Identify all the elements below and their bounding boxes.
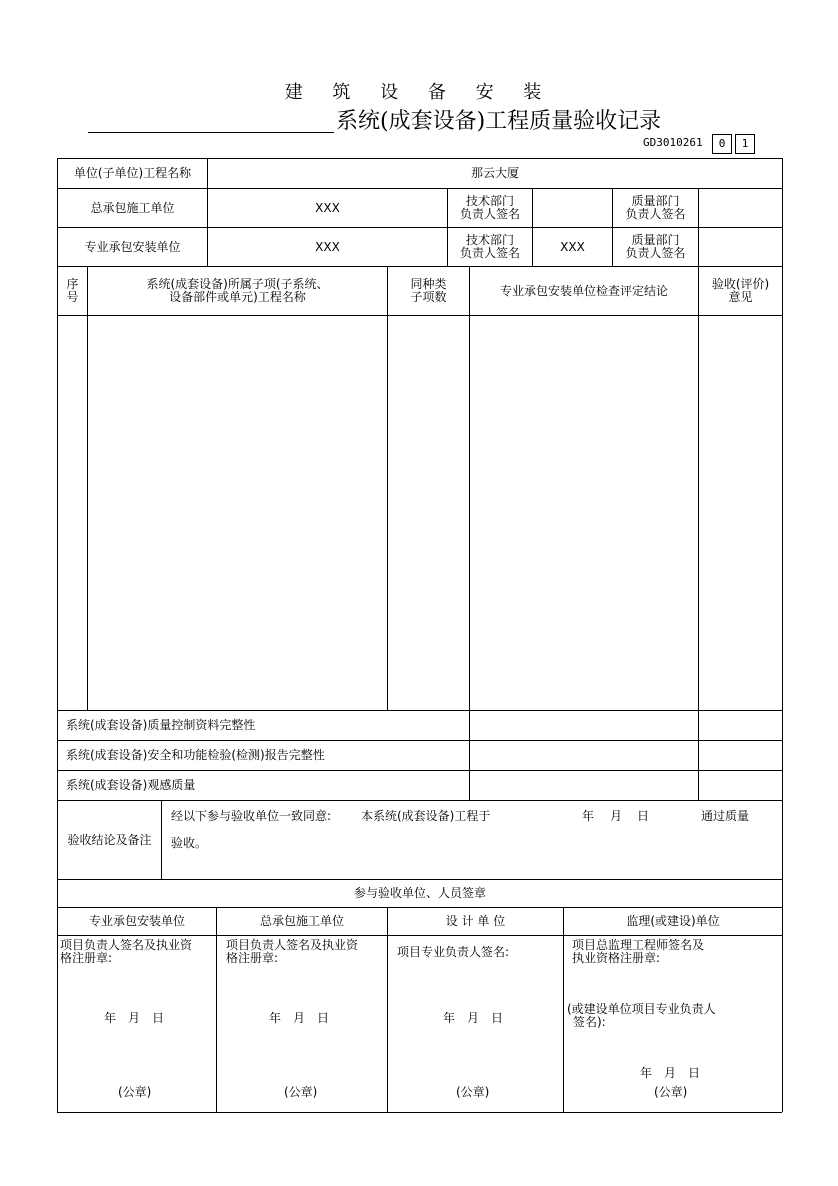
- col-header-opinion: 验收(评价) 意见: [711, 277, 770, 304]
- specialty-contractor-value: XXX: [315, 239, 340, 254]
- tech-dept-signature-row1[interactable]: [533, 189, 612, 227]
- quality-dept-label-row1: 质量部门 负责人签名: [625, 194, 686, 221]
- title-line-1: 建 筑 设 备 安 装: [284, 82, 554, 103]
- sig-design-date: 年 月 日: [443, 1011, 504, 1025]
- appearance-row: 系统(成套设备)观感质量: [66, 778, 196, 792]
- conclusion-day: 日: [637, 809, 650, 823]
- sig-design-desc[interactable]: 项目专业负责人签名:: [397, 945, 510, 959]
- sig-unit-design: 设 计 单 位: [445, 914, 506, 928]
- sig-specialty-date: 年 月 日: [104, 1011, 165, 1025]
- tech-dept-signature-row2: XXX: [560, 239, 585, 254]
- sig-general-seal: (公章): [284, 1085, 318, 1099]
- sig-supervision-extra[interactable]: (或建设单位项目专业负责人 签名):: [567, 1002, 716, 1029]
- project-name-label: 单位(子单位)工程名称: [73, 166, 192, 180]
- conclusion-year: 年: [582, 809, 595, 823]
- sig-unit-supervision: 监理(或建设)单位: [626, 914, 720, 928]
- title-blank-line: [88, 132, 334, 133]
- form-code-box-1: 0: [712, 134, 732, 154]
- form-code: GD3010261: [643, 136, 703, 149]
- form-code-box-2: 1: [735, 134, 755, 154]
- sig-supervision-date: 年 月 日: [640, 1066, 701, 1080]
- page-title: 系统(成套设备)工程质量验收记录: [336, 109, 662, 134]
- col-header-seq: 序 号: [66, 277, 79, 304]
- sig-unit-general: 总承包施工单位: [259, 914, 344, 928]
- signatures-heading: 参与验收单位、人员签章: [353, 886, 486, 900]
- conclusion-text-3: 通过质量: [701, 809, 750, 823]
- sig-supervision-seal: (公章): [654, 1085, 688, 1099]
- sig-general-desc[interactable]: 项目负责人签名及执业资 格注册章:: [226, 938, 359, 965]
- sig-supervision-desc[interactable]: 项目总监理工程师签名及 执业资格注册章:: [572, 938, 705, 965]
- sig-specialty-desc[interactable]: 项目负责人签名及执业资 格注册章:: [60, 938, 193, 965]
- general-contractor-value: XXX: [315, 200, 340, 215]
- conclusion-text-4: 验收。: [171, 836, 208, 850]
- tech-dept-label-row1: 技术部门 负责人签名: [459, 194, 520, 221]
- col-header-name: 系统(成套设备)所属子项(子系统、 设备部件或单元)工程名称: [146, 277, 329, 304]
- conclusion-text-2: 本系统(成套设备)工程于: [361, 809, 491, 823]
- sig-general-date: 年 月 日: [269, 1011, 330, 1025]
- sig-unit-specialty: 专业承包安装单位: [88, 914, 185, 928]
- conclusion-text-1: 经以下参与验收单位一致同意:: [171, 809, 332, 823]
- safety-function-row: 系统(成套设备)安全和功能检验(检测)报告完整性: [66, 748, 325, 762]
- specialty-contractor-label: 专业承包安装单位: [84, 239, 181, 254]
- quality-control-row: 系统(成套设备)质量控制资料完整性: [66, 718, 256, 732]
- project-name-value: 那云大厦: [470, 166, 519, 180]
- col-header-count: 同种类 子项数: [410, 277, 447, 304]
- quality-dept-label-row2: 质量部门 负责人签名: [625, 233, 686, 260]
- sig-specialty-seal: (公章): [118, 1085, 152, 1099]
- sig-design-seal: (公章): [456, 1085, 490, 1099]
- tech-dept-label-row2: 技术部门 负责人签名: [459, 233, 520, 260]
- conclusion-month: 月: [610, 809, 623, 823]
- col-header-conclusion: 专业承包安装单位检查评定结论: [499, 283, 668, 298]
- general-contractor-label: 总承包施工单位: [90, 200, 175, 215]
- conclusion-label: 验收结论及备注: [67, 832, 152, 847]
